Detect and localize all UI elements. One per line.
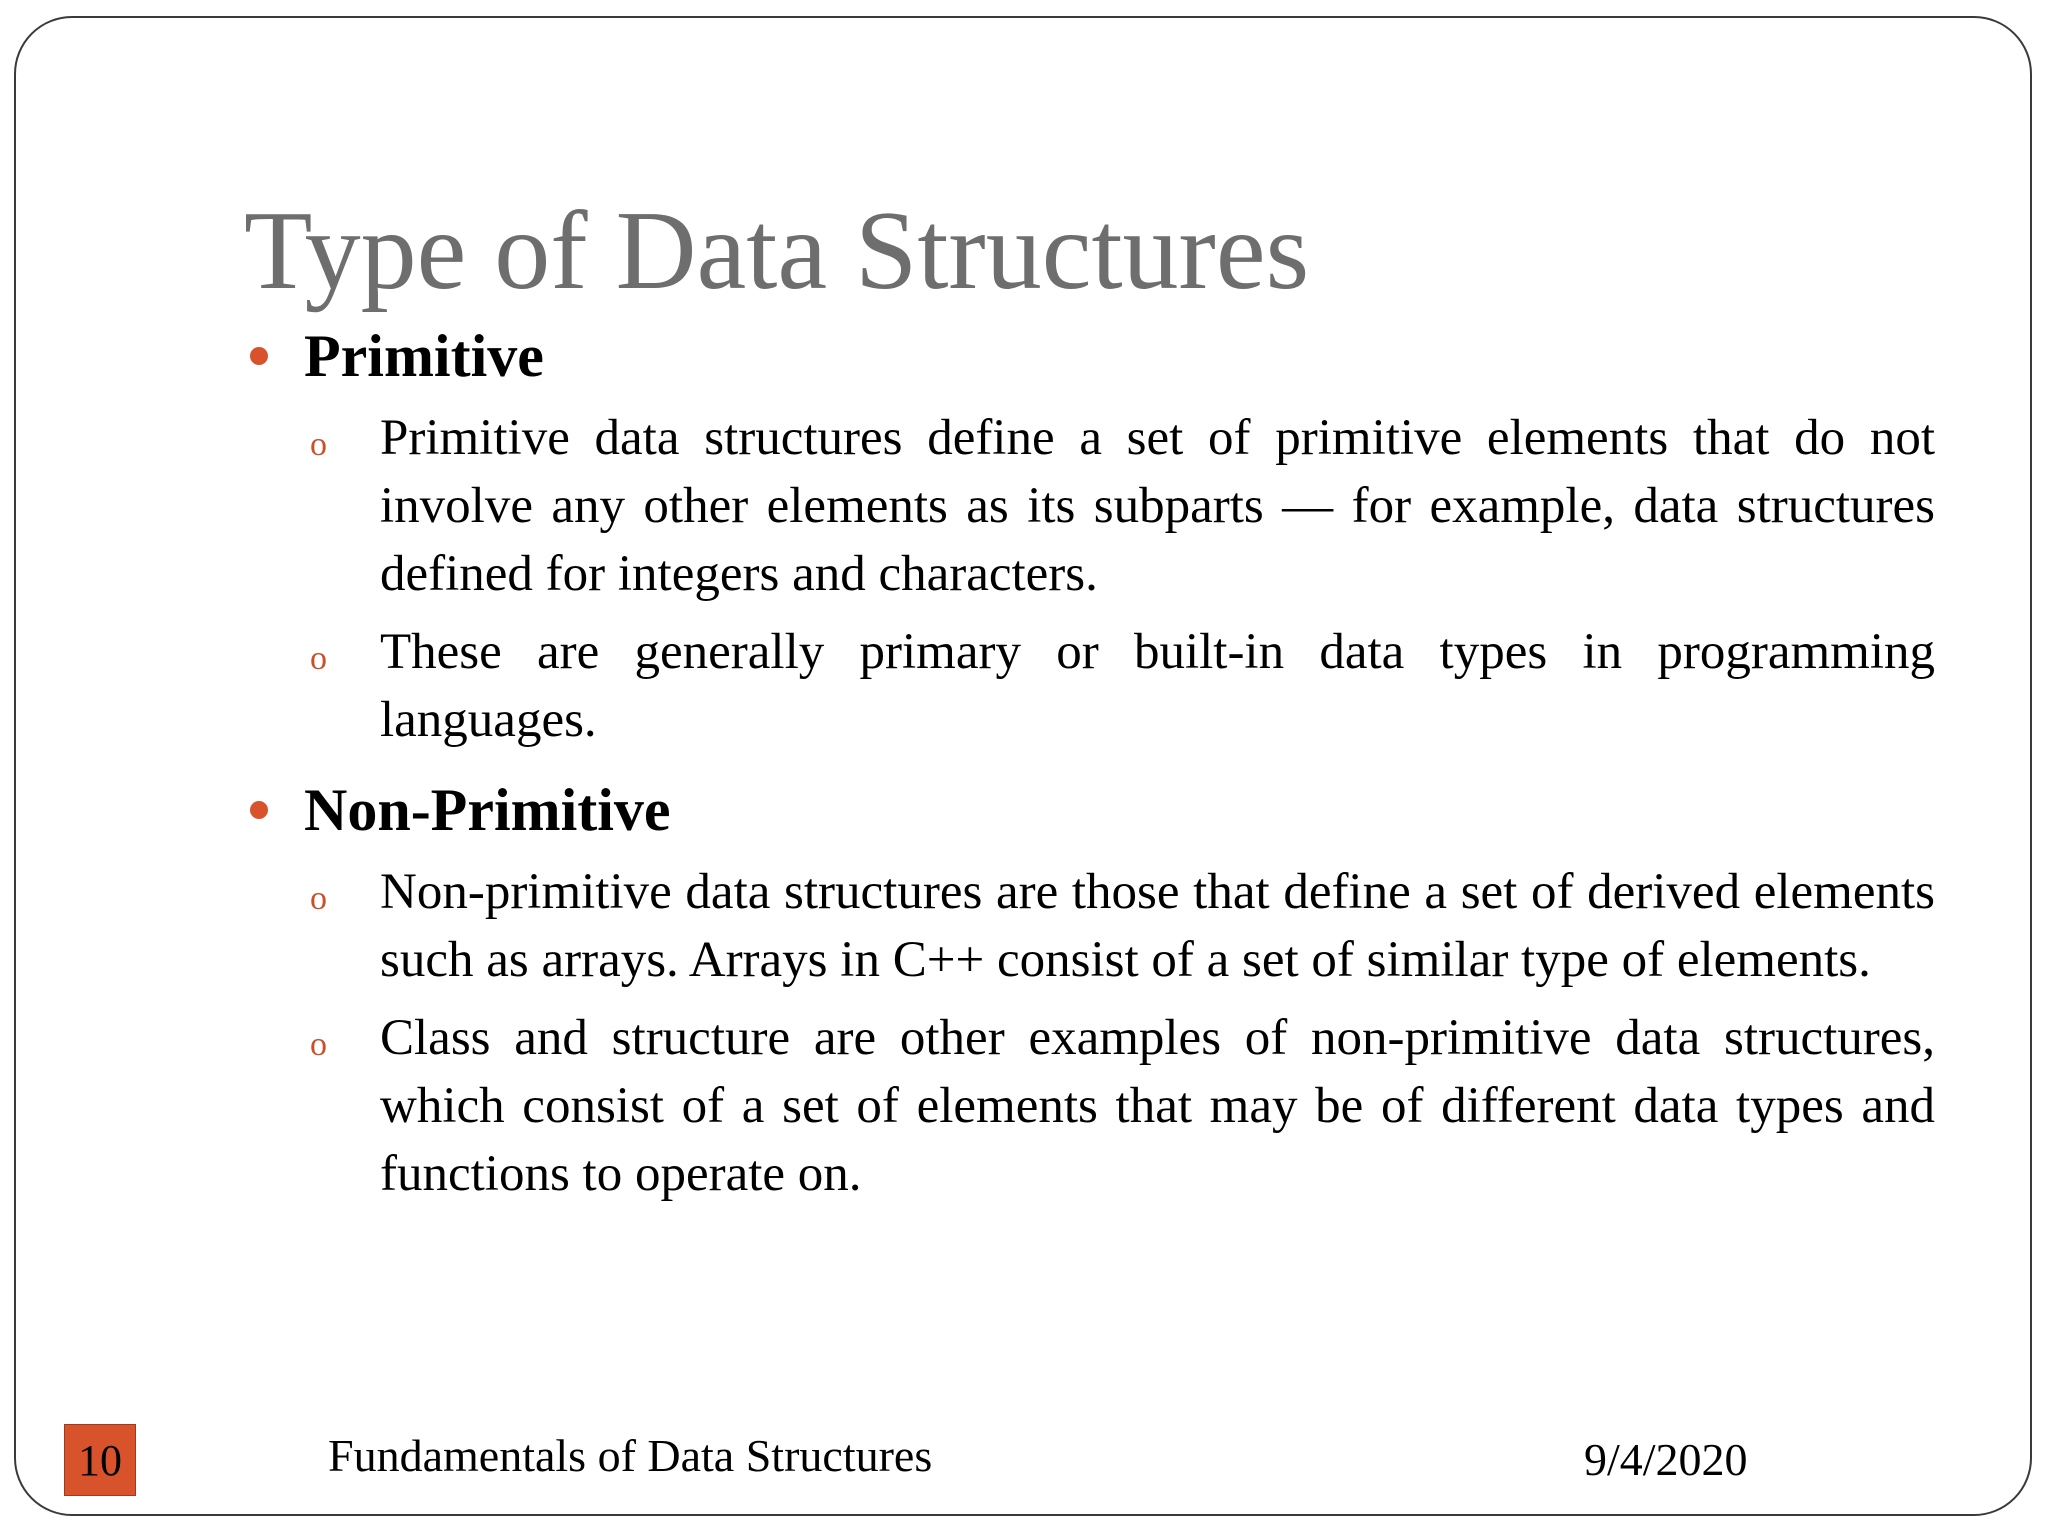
list-item-text: These are generally primary or built-in data types in programming languages.: [380, 624, 1935, 748]
section-heading-row: [244, 318, 1944, 394]
list-item: [244, 1004, 1944, 1208]
section-primitive: [244, 318, 1944, 754]
circle-bullet-icon: o: [310, 880, 327, 917]
section-heading-row: [244, 772, 1944, 848]
list-item: [244, 404, 1944, 608]
footer-title: Fundamentals of Data Structures: [328, 1430, 933, 1481]
page-number-badge: 10: [64, 1424, 136, 1496]
bullet-dot-icon: [250, 347, 268, 365]
section-heading: Non-Primitive: [304, 776, 671, 843]
list-item: [244, 618, 1944, 754]
circle-bullet-icon: o: [310, 640, 327, 677]
list-item-text: Primitive data structures define a set of primitive elements that do not involve any other elements as its subparts — for example, data structures defined for integers and characters.: [380, 410, 1935, 602]
footer-date: 9/4/2020: [1584, 1434, 1748, 1485]
slide-frame: [14, 16, 2032, 1516]
list-item: [244, 858, 1944, 994]
list-item-text: Non-primitive data structures are those that define a set of derived elements such as arrays. Arrays in C++ consist of a set of similar type of elements.: [380, 864, 1935, 988]
slide-content: [244, 318, 1944, 1208]
section-non-primitive: [244, 772, 1944, 1208]
slide-title: Type of Data Structures: [244, 189, 1310, 313]
section-heading: Primitive: [304, 322, 544, 389]
circle-bullet-icon: o: [310, 426, 327, 463]
bullet-dot-icon: [250, 801, 268, 819]
circle-bullet-icon: o: [310, 1026, 327, 1063]
list-item-text: Class and structure are other examples of non-primitive data structures, which consist of a set of elements that may be of different data types and functions to operate on.: [380, 1010, 1935, 1202]
